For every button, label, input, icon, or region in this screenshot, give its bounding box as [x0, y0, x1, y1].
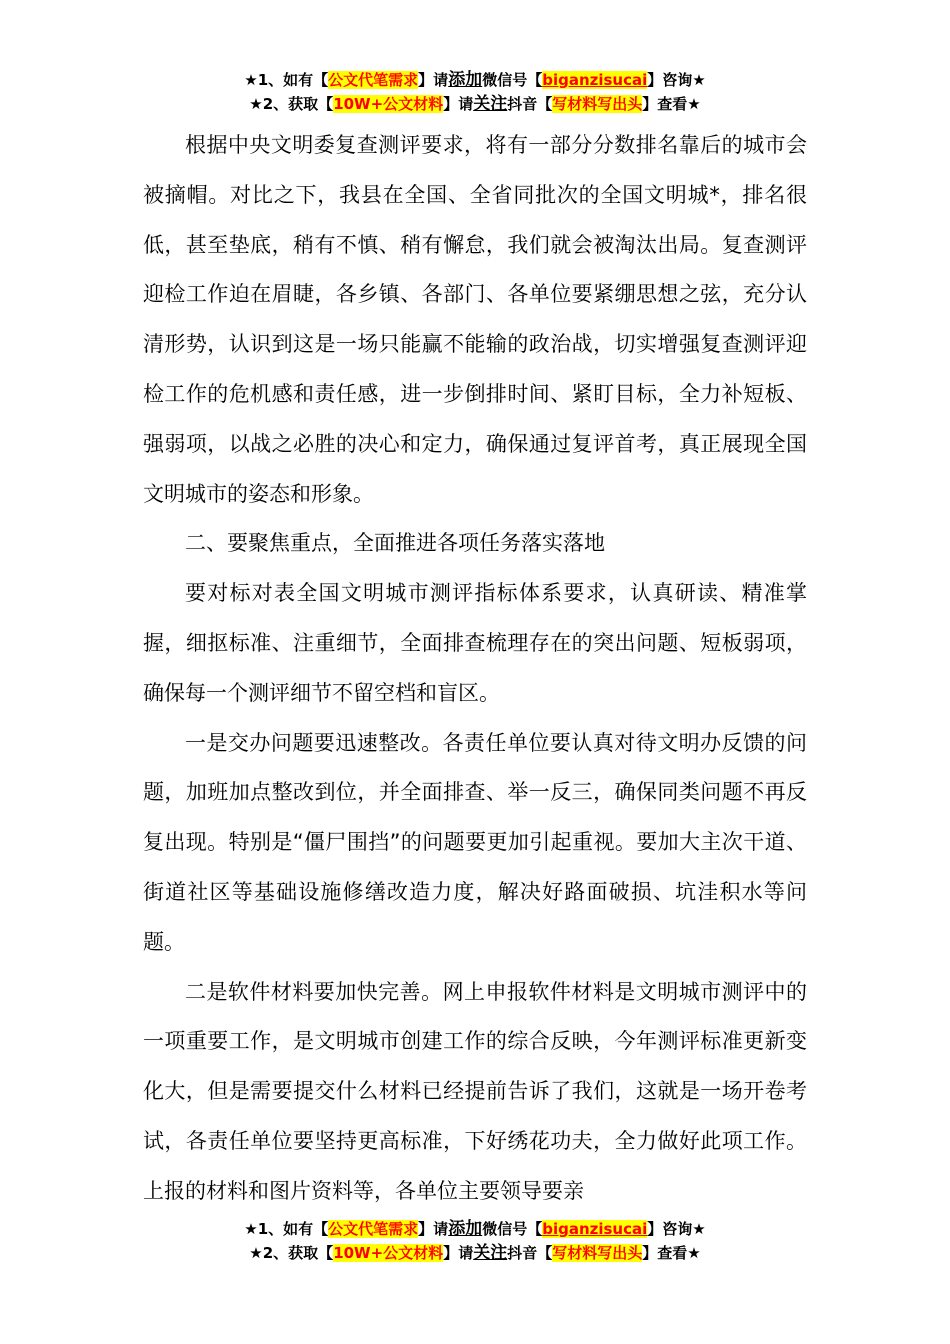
promo-highlight: 公文代笔需求 — [328, 1220, 419, 1238]
header-promo-banner — [0, 68, 950, 116]
promo-emphasis: 添加 — [448, 1219, 483, 1239]
promo-douyin-account[interactable]: 写材料写出头 — [552, 95, 643, 113]
body-paragraph: 二是软件材料要加快完善。网上申报软件材料是文明城市测评中的一项重要工作，是文明城市创建工作的综合反映，今年测评标准更新变化大，但是需要提交什么材料已经提前告诉了我们，这就是一场开卷考试，各责任单位要坚持更高标准，下好绣花功夫，全力做好此项工作。上报的材料和图片资料等，各单位主要领导要亲 — [143, 979, 807, 1203]
promo-highlight: 10W+公文材料 — [333, 1244, 444, 1262]
promo-text: ★1、如有【 — [244, 1220, 329, 1238]
promo-emphasis: 关注 — [473, 94, 508, 114]
body-paragraph: 要对标对表全国文明城市测评指标体系要求，认真研读、精准掌握，细抠标准、注重细节，全面排查梳理存在的突出问题、短板弱项，确保每一个测评细节不留空档和盲区。 — [143, 581, 807, 705]
section-heading: 二、要聚焦重点，全面推进各项任务落实落地 — [185, 531, 605, 556]
promo-text: 微信号【 — [482, 71, 543, 89]
body-paragraph: 根据中央文明委复查测评要求，将有一部分分数排名靠后的城市会被摘帽。对比之下，我县在全国、全省同批次的全国文明城*，排名很低，甚至垫底，稍有不慎、稍有懈怠，我们就会被淘汰出局。复查测评迎检工作迫在眉睫，各乡镇、各部门、各单位要紧绷思想之弦，充分认清形势，认识到这是一场只能赢不能输的政治战，切实增强复查测评迎检工作的危机感和责任感，进一步倒排时间、紧盯目标，全力补短板、强弱项，以战之必胜的决心和定力，确保通过复评首考，真正展现全国文明城市的姿态和形象。 — [143, 133, 807, 506]
promo-text: ★2、获取【 — [249, 1244, 334, 1262]
promo-text: 】查看★ — [642, 95, 701, 113]
promo-text: 】请 — [443, 1244, 474, 1262]
promo-text: 】请 — [418, 71, 449, 89]
promo-text: 】请 — [418, 1220, 449, 1238]
promo-text: 抖音【 — [507, 1244, 553, 1262]
promo-line-2 — [0, 1241, 950, 1265]
promo-emphasis: 关注 — [473, 1243, 508, 1263]
promo-text: 】请 — [443, 95, 474, 113]
promo-text: 抖音【 — [507, 95, 553, 113]
promo-wechat-id[interactable]: biganzisucai — [542, 71, 648, 89]
promo-emphasis: 添加 — [448, 70, 483, 90]
promo-wechat-id[interactable]: biganzisucai — [542, 1220, 648, 1238]
promo-line-1 — [0, 68, 950, 92]
promo-douyin-account[interactable]: 写材料写出头 — [552, 1244, 643, 1262]
promo-highlight: 公文代笔需求 — [328, 71, 419, 89]
promo-highlight: 10W+公文材料 — [333, 95, 444, 113]
footer-promo-banner — [0, 1217, 950, 1265]
promo-text: ★1、如有【 — [244, 71, 329, 89]
promo-text: ★2、获取【 — [249, 95, 334, 113]
promo-text: 】咨询★ — [647, 1220, 706, 1238]
promo-line-2 — [0, 92, 950, 116]
promo-line-1 — [0, 1217, 950, 1241]
promo-text: 微信号【 — [482, 1220, 543, 1238]
document-body — [143, 121, 807, 1217]
promo-text: 】咨询★ — [647, 71, 706, 89]
promo-text: 】查看★ — [642, 1244, 701, 1262]
body-paragraph: 一是交办问题要迅速整改。各责任单位要认真对待文明办反馈的问题，加班加点整改到位，并全面排查、举一反三，确保同类问题不再反复出现。特别是“僵尸围挡”的问题要更加引起重视。要加大主次干道、街道社区等基础设施修缮改造力度，解决好路面破损、坑洼积水等问题。 — [143, 730, 807, 954]
